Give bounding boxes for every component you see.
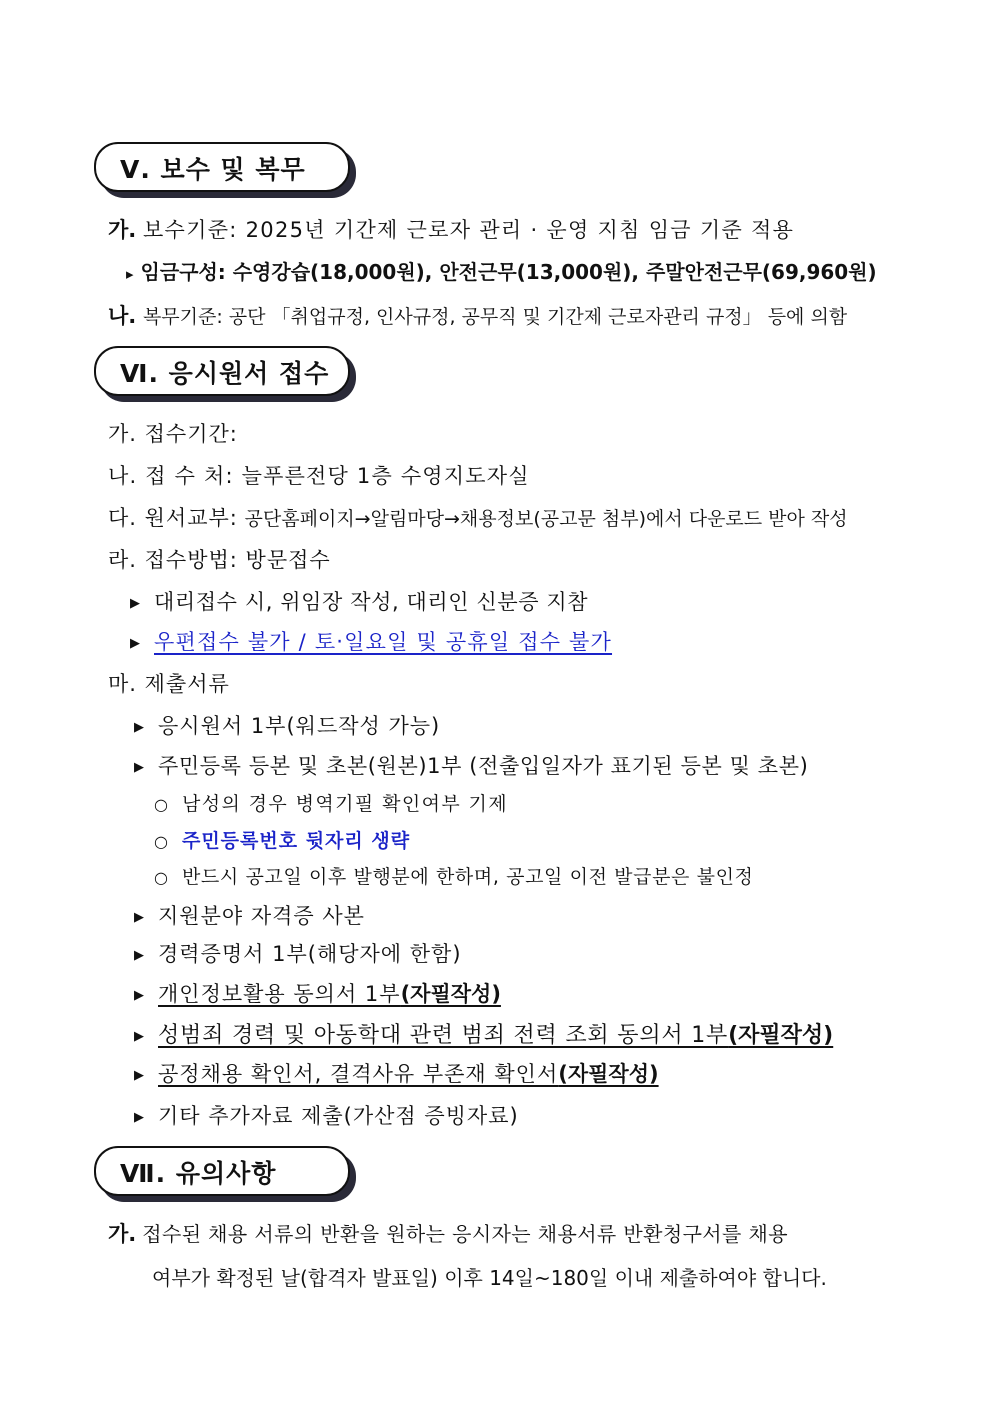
notice-text-1: 접수된 채용 서류의 반환을 원하는 응시자는 채용서류 반환청구서를 채용 xyxy=(142,1222,788,1246)
list-item: ▶ 응시원서 1부(워드작성 가능) xyxy=(134,714,441,738)
list-item xyxy=(134,1058,659,1088)
section-7-title: Ⅶ. 유의사항 xyxy=(120,1159,277,1188)
sub-list-item: ○ 주민등록번호 뒷자리 생략 xyxy=(154,830,411,852)
list-item: ▶ 주민등록 등본 및 초본(원본)1부 (전출입일자가 표기된 등본 및 초본) xyxy=(134,754,809,778)
triangle-right-icon: ▶ xyxy=(134,760,144,775)
triangle-right-icon: ▶ xyxy=(134,988,144,1003)
pay-composition-line xyxy=(126,256,877,285)
triangle-right-icon: ▶ xyxy=(130,596,140,611)
no-mail-notice: 우편접수 불가 / 토‧일요일 및 공휴일 접수 불가 xyxy=(154,630,613,654)
list-item: ▶ 경력증명서 1부(해당자에 한함) xyxy=(134,942,462,966)
triangle-right-icon: ▸ xyxy=(126,265,134,283)
notice-line-1 xyxy=(108,1218,894,1248)
consent-crime-check: 성범죄 경력 및 아동학대 관련 범죄 전력 조회 동의서 1부(자필작성) xyxy=(158,1023,834,1048)
period-line: 가. 접수기간: xyxy=(108,422,238,446)
triangle-right-icon: ▶ xyxy=(130,636,140,651)
item-label: 나. xyxy=(108,304,137,328)
pay-composition-text: 임금구성: 수영강습(18,000원), 안전근무(13,000원), 주말안전근무(69,960원) xyxy=(140,260,877,284)
list-item: ▶ 기타 추가자료 제출(가산점 증빙자료) xyxy=(134,1104,519,1128)
section-6-box xyxy=(94,346,350,396)
section-5-box xyxy=(94,142,350,192)
section-5-title: Ⅴ. 보수 및 복무 xyxy=(120,155,306,184)
sub-list-item: ○ 남성의 경우 병역기필 확인여부 기제 xyxy=(154,793,509,815)
triangle-right-icon: ▶ xyxy=(134,720,144,735)
pay-standard-text: 보수기준: 2025년 기간제 근로자 관리 · 운영 지침 임금 기준 적용 xyxy=(142,218,795,242)
list-item: ▶ 지원분야 자격증 사본 xyxy=(134,904,365,928)
circle-icon: ○ xyxy=(154,795,168,814)
consent-privacy: 개인정보활용 동의서 1부(자필작성) xyxy=(158,982,501,1006)
circle-icon: ○ xyxy=(154,868,168,887)
triangle-right-icon: ▶ xyxy=(134,910,144,925)
triangle-right-icon: ▶ xyxy=(134,1110,144,1125)
method-line: 라. 접수방법: 방문접수 xyxy=(108,548,331,572)
sub-list-item: ○ 반드시 공고일 이후 발행분에 한하며, 공고일 이전 발급분은 불인정 xyxy=(154,866,754,888)
triangle-right-icon: ▶ xyxy=(134,1029,144,1044)
fair-hiring-confirm: 공정채용 확인서, 결격사유 부존재 확인서(자필작성) xyxy=(158,1062,659,1086)
notice-line-2: 여부가 확정된 날(합격자 발표일) 이후 14일~180일 이내 제출하여야 합니다. xyxy=(152,1266,827,1290)
section-6-title: Ⅵ. 응시원서 접수 xyxy=(120,359,330,388)
list-item xyxy=(134,978,501,1008)
circle-icon: ○ xyxy=(154,832,168,851)
form-text: 공단홈페이지→알림마당→채용정보(공고문 첨부)에서 다운로드 받아 작성 xyxy=(244,508,848,530)
form-label: 다. 원서교부: xyxy=(108,506,238,530)
pay-standard-line xyxy=(108,214,794,244)
service-standard-text: 복무기준: 공단 「취업규정, 인사규정, 공무직 및 기간제 근로자관리 규정」 등에 의함 xyxy=(142,306,848,328)
place-line: 나. 접 수 처: 늘푸른전당 1층 수영지도자실 xyxy=(108,464,530,488)
list-item xyxy=(134,1018,833,1049)
item-label: 가. xyxy=(108,218,137,242)
list-item: ▶ 대리접수 시, 위임장 작성, 대리인 신분증 지참 xyxy=(130,590,589,614)
triangle-right-icon: ▶ xyxy=(134,1068,144,1083)
service-standard-line xyxy=(108,300,847,330)
item-label: 가. xyxy=(108,1222,137,1246)
triangle-right-icon: ▶ xyxy=(134,948,144,963)
section-7-box xyxy=(94,1146,350,1196)
docs-label: 마. 제출서류 xyxy=(108,672,230,696)
list-item xyxy=(130,626,612,656)
form-line xyxy=(108,502,848,532)
